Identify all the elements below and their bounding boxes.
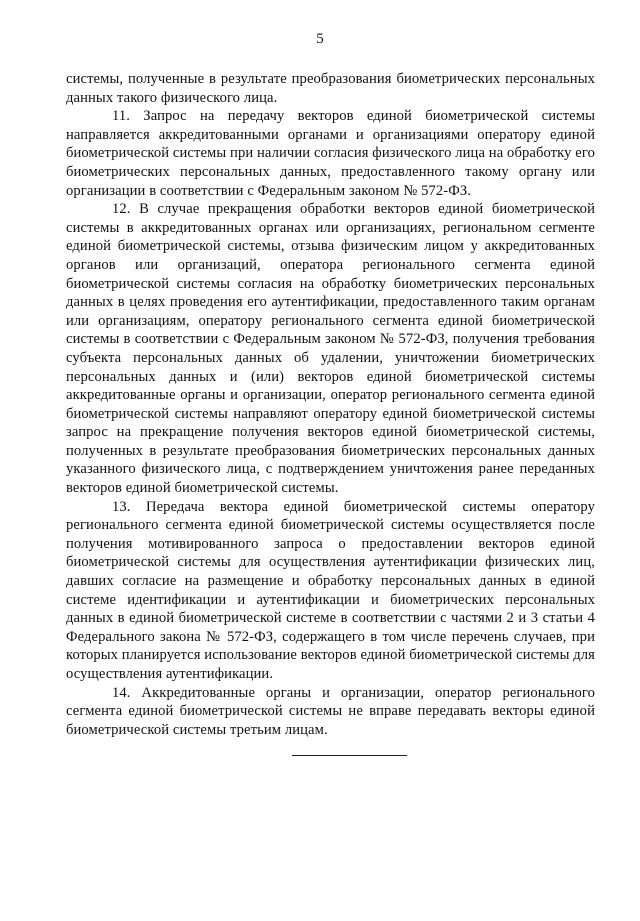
- paragraph-14: 14. Аккредитованные органы и организации, оператор регионального сегмента единой биометрической системы не вправе передавать векторы единой биометрической системы третьим лицам.: [66, 684, 595, 738]
- paragraph-12: 12. В случае прекращения обработки векторов единой биометрической системы в аккредитованных органах или организациях, региональном сегменте единой биометрической системы, отзыва физическим лицом у аккредитованных органов или организаций, оператора регионального сегмента единой биометрической системы согласия на обработку биометрических персональных данных в целях проведения его аутентификации, предоставленного таким органам или организациям, оператору регионального сегмента единой биометрической системы в соответствии с Федеральным законом № 572-ФЗ, получения требования субъекта персональных данных об удалении, уничтожении биометрических персональных данных и (или) векторов единой биометрической системы аккредитованные органы и организации, оператор регионального сегмента единой биометрической системы направляют оператору единой биометрической системы запрос на прекращение получения векторов единой биометрической системы, полученных в результате преобразования биометрических персональных данных указанного физического лица, с подтверждением уничтожения ранее переданных векторов единой биометрической системы.: [66, 201, 595, 497]
- end-separator-line: [292, 755, 407, 756]
- page-number: 5: [316, 31, 324, 47]
- document-body: [66, 70, 595, 739]
- paragraph-13: 13. Передача вектора единой биометрической системы оператору регионального сегмента единой биометрической системы осуществляется после получения мотивированного запроса о предоставлении векторов единой биометрической системы для осуществления аутентификации физических лиц, давших согласие на размещение и обработку персональных данных в единой системе идентификации и аутентификации и биометрических персональных данных в единой биометрической системе в соответствии с частями 2 и 3 статьи 4 Федерального закона № 572-ФЗ, содержащего в том числе перечень случаев, при которых планируется использование векторов единой биометрической системы для осуществления аутентификации.: [66, 498, 595, 682]
- paragraph-continuation: системы, полученные в результате преобразования биометрических персональных данных такого физического лица.: [66, 71, 595, 106]
- paragraph-11: 11. Запрос на передачу векторов единой биометрической системы направляется аккредитованными органами и организациями оператору единой биометрической системы при наличии согласия физического лица на обработку его биометрических персональных данных, предоставленного такому органу или организации в соответствии с Федеральным законом № 572-ФЗ.: [66, 108, 595, 199]
